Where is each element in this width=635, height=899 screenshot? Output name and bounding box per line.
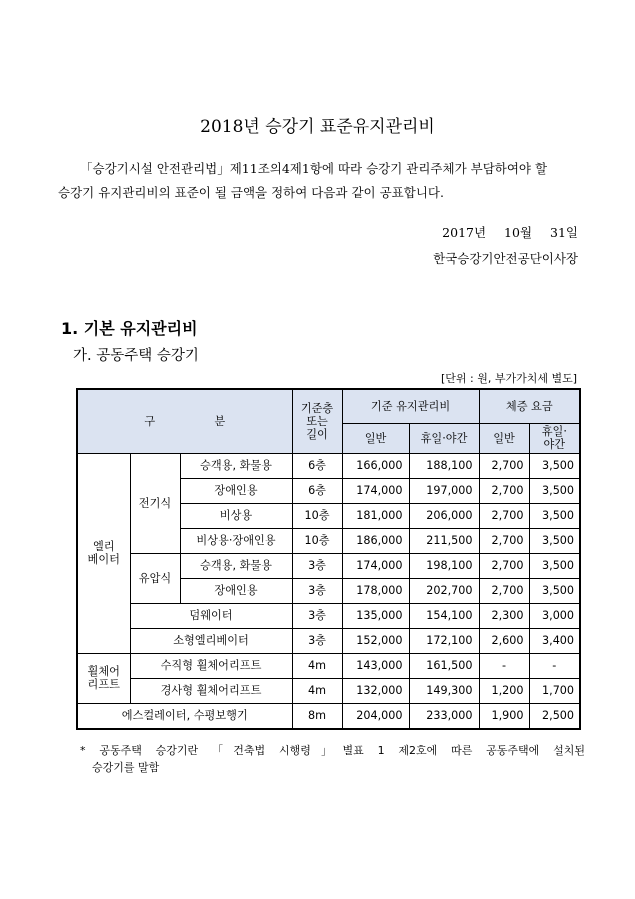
row-extra-holiday: 3,400: [529, 628, 580, 653]
section-heading: 1. 기본 유지관리비: [61, 319, 198, 338]
row-height: 10층: [292, 528, 342, 553]
row-label: 수직형 휠체어리프트: [130, 653, 292, 678]
table-row: [77, 603, 580, 628]
row-label: 승객용, 화물용: [180, 453, 292, 478]
row-extra-holiday: 2,500: [529, 703, 580, 729]
row-height: 3층: [292, 628, 342, 653]
row-label: 승객용, 화물용: [180, 553, 292, 578]
table-row: [77, 678, 580, 703]
row-extra-normal: 1,900: [479, 703, 529, 729]
fee-table: [76, 388, 581, 730]
table-row: [77, 628, 580, 653]
row-normal: 132,000: [342, 678, 409, 703]
intro-line-2: 승강기 유지관리비의 표준이 될 금액을 정하여 다음과 같이 공표합니다.: [58, 185, 444, 200]
header-category-2: 분: [214, 414, 226, 428]
intro-line-1: 「승강기시설 안전관리법」제11조의4제1항에 따라 승강기 관리주체가 부담하여야 할: [80, 161, 548, 176]
row-extra-normal: 2,700: [479, 503, 529, 528]
table-row: [77, 703, 580, 729]
row-extra-holiday: 3,500: [529, 528, 580, 553]
row-extra-normal: 2,700: [479, 453, 529, 478]
row-height: 6층: [292, 453, 342, 478]
row-height: 3층: [292, 578, 342, 603]
table-row: [77, 453, 580, 478]
row-label: 경사형 휠체어리프트: [130, 678, 292, 703]
row-normal: 166,000: [342, 453, 409, 478]
row-holiday: 161,500: [409, 653, 479, 678]
table-row: [77, 653, 580, 678]
row-label: 장애인용: [180, 578, 292, 603]
row-normal: 186,000: [342, 528, 409, 553]
row-extra-normal: 2,700: [479, 578, 529, 603]
table-row: [77, 553, 580, 578]
row-normal: 181,000: [342, 503, 409, 528]
row-extra-normal: 2,700: [479, 528, 529, 553]
row-height: 6층: [292, 478, 342, 503]
row-holiday: 149,300: [409, 678, 479, 703]
row-holiday: 172,100: [409, 628, 479, 653]
header-standard-fee: 기준 유지관리비: [342, 389, 479, 423]
row-height: 4m: [292, 653, 342, 678]
row-extra-holiday: 3,000: [529, 603, 580, 628]
group-electric: 전기식: [130, 453, 180, 553]
row-normal: 174,000: [342, 478, 409, 503]
row-label: 비상용·장애인용: [180, 528, 292, 553]
header-category: [77, 389, 292, 453]
header-height: 기준층 또는 길이: [292, 389, 342, 453]
row-extra-holiday: 3,500: [529, 553, 580, 578]
row-height: 3층: [292, 553, 342, 578]
footnote-line-1: * 공동주택 승강기란 「건축법 시행령」별표 1 제2호에 따른 공동주택에 설치된: [80, 744, 585, 757]
row-holiday: 233,000: [409, 703, 479, 729]
row-holiday: 198,100: [409, 553, 479, 578]
row-height: 3층: [292, 603, 342, 628]
row-height: 8m: [292, 703, 342, 729]
announcement-date: [442, 223, 578, 241]
row-label: 소형엘리베이터: [130, 628, 292, 653]
date-day: 31일: [550, 225, 578, 240]
row-normal: 143,000: [342, 653, 409, 678]
signer: 한국승강기안전공단이사장: [433, 251, 578, 266]
row-extra-normal: -: [479, 653, 529, 678]
header-extra-fee: 체증 요금: [479, 389, 580, 423]
row-extra-holiday: 1,700: [529, 678, 580, 703]
row-extra-normal: 2,700: [479, 478, 529, 503]
row-normal: 178,000: [342, 578, 409, 603]
header-extra-normal: 일반: [479, 423, 529, 453]
header-holiday: 휴일·야간: [409, 423, 479, 453]
row-holiday: 206,000: [409, 503, 479, 528]
subsection-heading: 가. 공동주택 승강기: [73, 348, 199, 364]
row-holiday: 211,500: [409, 528, 479, 553]
row-holiday: 197,000: [409, 478, 479, 503]
footnote-line-2: 승강기를 말함: [92, 761, 160, 774]
row-normal: 174,000: [342, 553, 409, 578]
row-normal: 135,000: [342, 603, 409, 628]
row-label: 에스컬레이터, 수평보행기: [77, 703, 292, 729]
header-normal: 일반: [342, 423, 409, 453]
row-extra-normal: 2,600: [479, 628, 529, 653]
row-extra-holiday: 3,500: [529, 578, 580, 603]
date-year: 2017년: [442, 225, 487, 240]
row-extra-normal: 2,700: [479, 553, 529, 578]
header-extra-holiday: 휴일· 야간: [529, 423, 580, 453]
unit-note: [단위 : 원, 부가가치세 별도]: [440, 372, 577, 385]
row-holiday: 154,100: [409, 603, 479, 628]
row-extra-normal: 2,300: [479, 603, 529, 628]
group-elevator: 엘리 베이터: [77, 453, 130, 653]
row-extra-holiday: -: [529, 653, 580, 678]
row-label: 장애인용: [180, 478, 292, 503]
group-wheelchair: 휠체어 리프트: [77, 653, 130, 703]
row-height: 10층: [292, 503, 342, 528]
date-month: 10월: [504, 225, 533, 240]
row-label: 덤웨이터: [130, 603, 292, 628]
group-hydraulic: 유압식: [130, 553, 180, 603]
row-holiday: 188,100: [409, 453, 479, 478]
row-normal: 204,000: [342, 703, 409, 729]
row-height: 4m: [292, 678, 342, 703]
header-category-1: 구: [144, 414, 156, 428]
row-label: 비상용: [180, 503, 292, 528]
row-extra-holiday: 3,500: [529, 453, 580, 478]
row-holiday: 202,700: [409, 578, 479, 603]
row-extra-normal: 1,200: [479, 678, 529, 703]
page-title: 2018년 승강기 표준유지관리비: [200, 117, 435, 137]
row-normal: 152,000: [342, 628, 409, 653]
row-extra-holiday: 3,500: [529, 478, 580, 503]
row-extra-holiday: 3,500: [529, 503, 580, 528]
